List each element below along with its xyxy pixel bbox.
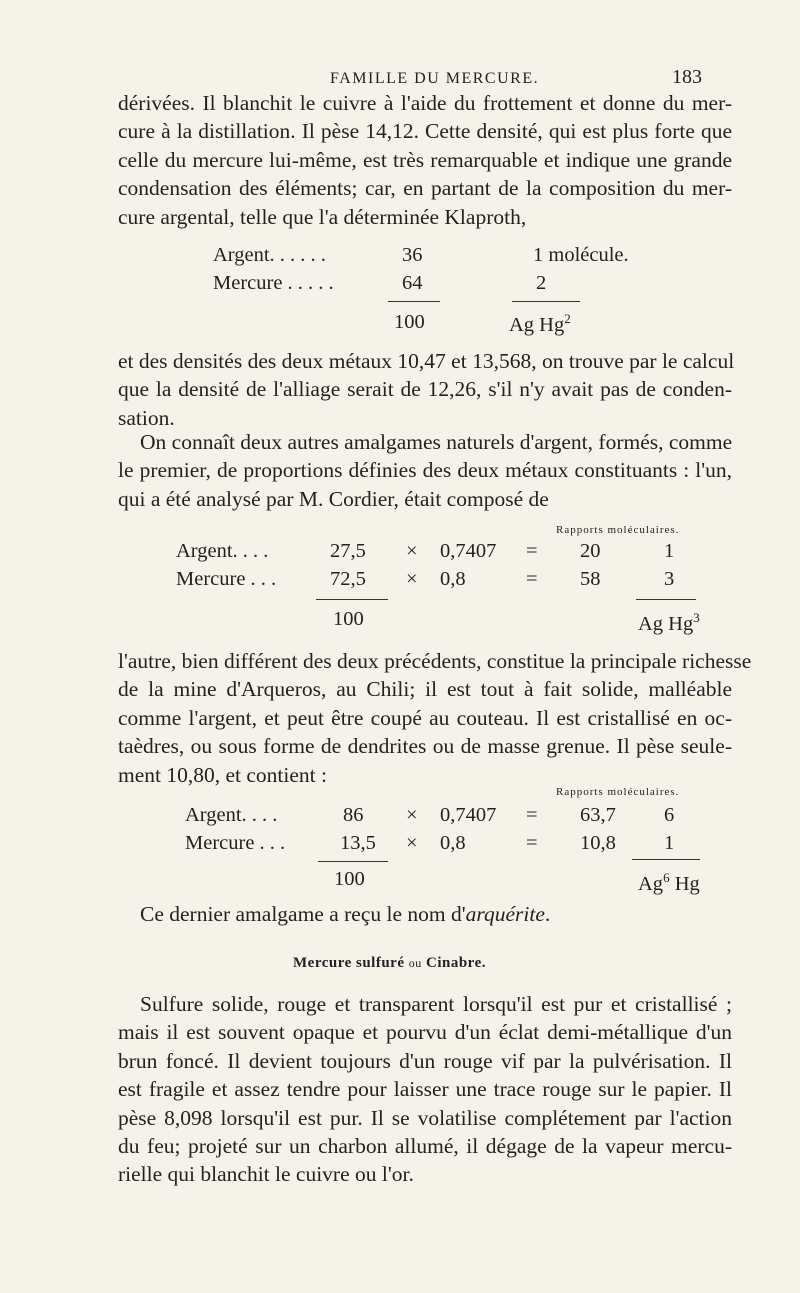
text-line: rielle qui blanchit le cuivre ou l'or. [118,1162,414,1187]
total: 100 [333,608,364,630]
molecular-ratio: 1 [664,540,675,562]
molecular-ratio: 3 [664,568,675,590]
multiply-sign: × [406,804,418,826]
sum-rule [318,861,388,862]
text-line: comme l'argent, et peut être coupé au couteau. Il est cristallisé en oc- [118,705,732,730]
sum-rule [512,301,580,302]
element-value: 13,5 [340,832,376,854]
multiply-sign: × [406,568,418,590]
text-line: On connaît deux autres amalgames naturels d'argent, formés, comme [140,430,733,454]
text-line: qui a été analysé par M. Cordier, était composé de [118,486,549,511]
text-line: le premier, de proportions définies des deux métaux constituants : l'un, [118,458,732,483]
page-number: 183 [672,66,702,88]
multiply-sign: × [406,540,418,562]
text-line: dérivées. Il blanchit le cuivre à l'aide du frottement et donne du mer- [118,91,732,115]
text-line: Sulfure solide, rouge et transparent lorsqu'il est pur et cristallisé ; [140,992,732,1016]
equals-sign: = [526,804,538,826]
element-name: Mercure . . . [176,568,277,590]
sum-rule [316,599,388,600]
element-value: 64 [402,272,423,294]
text-line: celle du mercure lui-même, est très remarquable et indique une grande [118,147,732,172]
element-name: Argent. . . . . . [213,244,326,266]
text-line: que la densité de l'alliage serait de 12,26, s'il n'y avait pas de conden- [118,377,732,402]
text-line: et des densités des deux métaux 10,47 et 13,568, on trouve par le calcul [118,349,735,373]
total: 100 [394,311,425,333]
factor: 0,7407 [440,804,497,826]
factor: 0,8 [440,568,466,590]
factor: 0,7407 [440,540,497,562]
element-name: Mercure . . . . . [213,272,334,294]
element-value: 36 [402,244,423,266]
total: 100 [334,868,365,890]
column-heading: Rapports moléculaires. [556,524,680,536]
formula: Ag Hg$^3$ [638,610,700,635]
text-line: taèdres, ou sous forme de dendrites ou de masse grenue. Il pèse seule- [118,734,732,759]
running-title: FAMILLE DU MERCURE. [330,70,540,87]
molecular-ratio: 1 molécule. [533,244,629,266]
molecular-ratio: 6 [664,804,675,826]
equals-sign: = [526,568,538,590]
paragraph-6 [118,990,732,1189]
formula: Ag Hg$^2$ [509,311,571,336]
text-line: brun foncé. Il devient toujours d'un rouge vif par la pulvérisation. Il [118,1048,732,1073]
element-value: 27,5 [330,540,366,562]
sum-rule [632,859,700,860]
paragraph-4 [118,647,752,789]
text-line: l'autre, bien différent des deux précédents, constitue la principale richesse [118,649,752,673]
text-line: sation. [118,405,175,430]
element-name: Mercure . . . [185,832,286,854]
section-heading: Mercure sulfuré ou Cinabre. [293,955,486,971]
product: 58 [580,568,601,590]
formula: Ag$^6$ Hg [638,870,700,895]
paragraph-3 [118,428,732,513]
text-line: cure argental, telle que l'a déterminée Klaproth, [118,204,527,229]
text-line: mais il est souvent opaque et pourvu d'un éclat demi-métallique d'un [118,1020,732,1045]
text-line: ment 10,80, et contient : [118,762,327,787]
product: 20 [580,540,601,562]
factor: 0,8 [440,832,466,854]
molecular-ratio: 1 [664,832,675,854]
paragraph-2 [118,347,735,432]
text-line: condensation des éléments; car, en partant de la composition du mer- [118,176,732,201]
paragraph-1 [118,89,732,231]
sum-rule [636,599,696,600]
product: 10,8 [580,832,616,854]
text-line: du feu; projeté sur un charbon allumé, il dégage de la vapeur mercu- [118,1134,732,1159]
sum-rule [388,301,440,302]
text-line: pèse 8,098 lorsqu'il est pur. Il se volatilise complétement par l'action [118,1105,732,1130]
text-line: cure à la distillation. Il pèse 14,12. Cette densité, qui est plus forte que [118,119,732,144]
multiply-sign: × [406,832,418,854]
paragraph-5: Ce dernier amalgame a reçu le nom d'arquérite. [140,902,551,926]
molecular-ratio: 2 [536,272,547,294]
product: 63,7 [580,804,616,826]
element-name: Argent. . . . [176,540,269,562]
element-value: 86 [343,804,364,826]
text-line: de la mine d'Arqueros, au Chili; il est tout à fait solide, malléable [118,677,732,702]
equals-sign: = [526,832,538,854]
column-heading: Rapports moléculaires. [556,786,680,798]
equals-sign: = [526,540,538,562]
element-name: Argent. . . . [185,804,278,826]
element-value: 72,5 [330,568,366,590]
text-line: est fragile et assez tendre pour laisser une trace rouge sur le papier. Il [118,1077,732,1102]
